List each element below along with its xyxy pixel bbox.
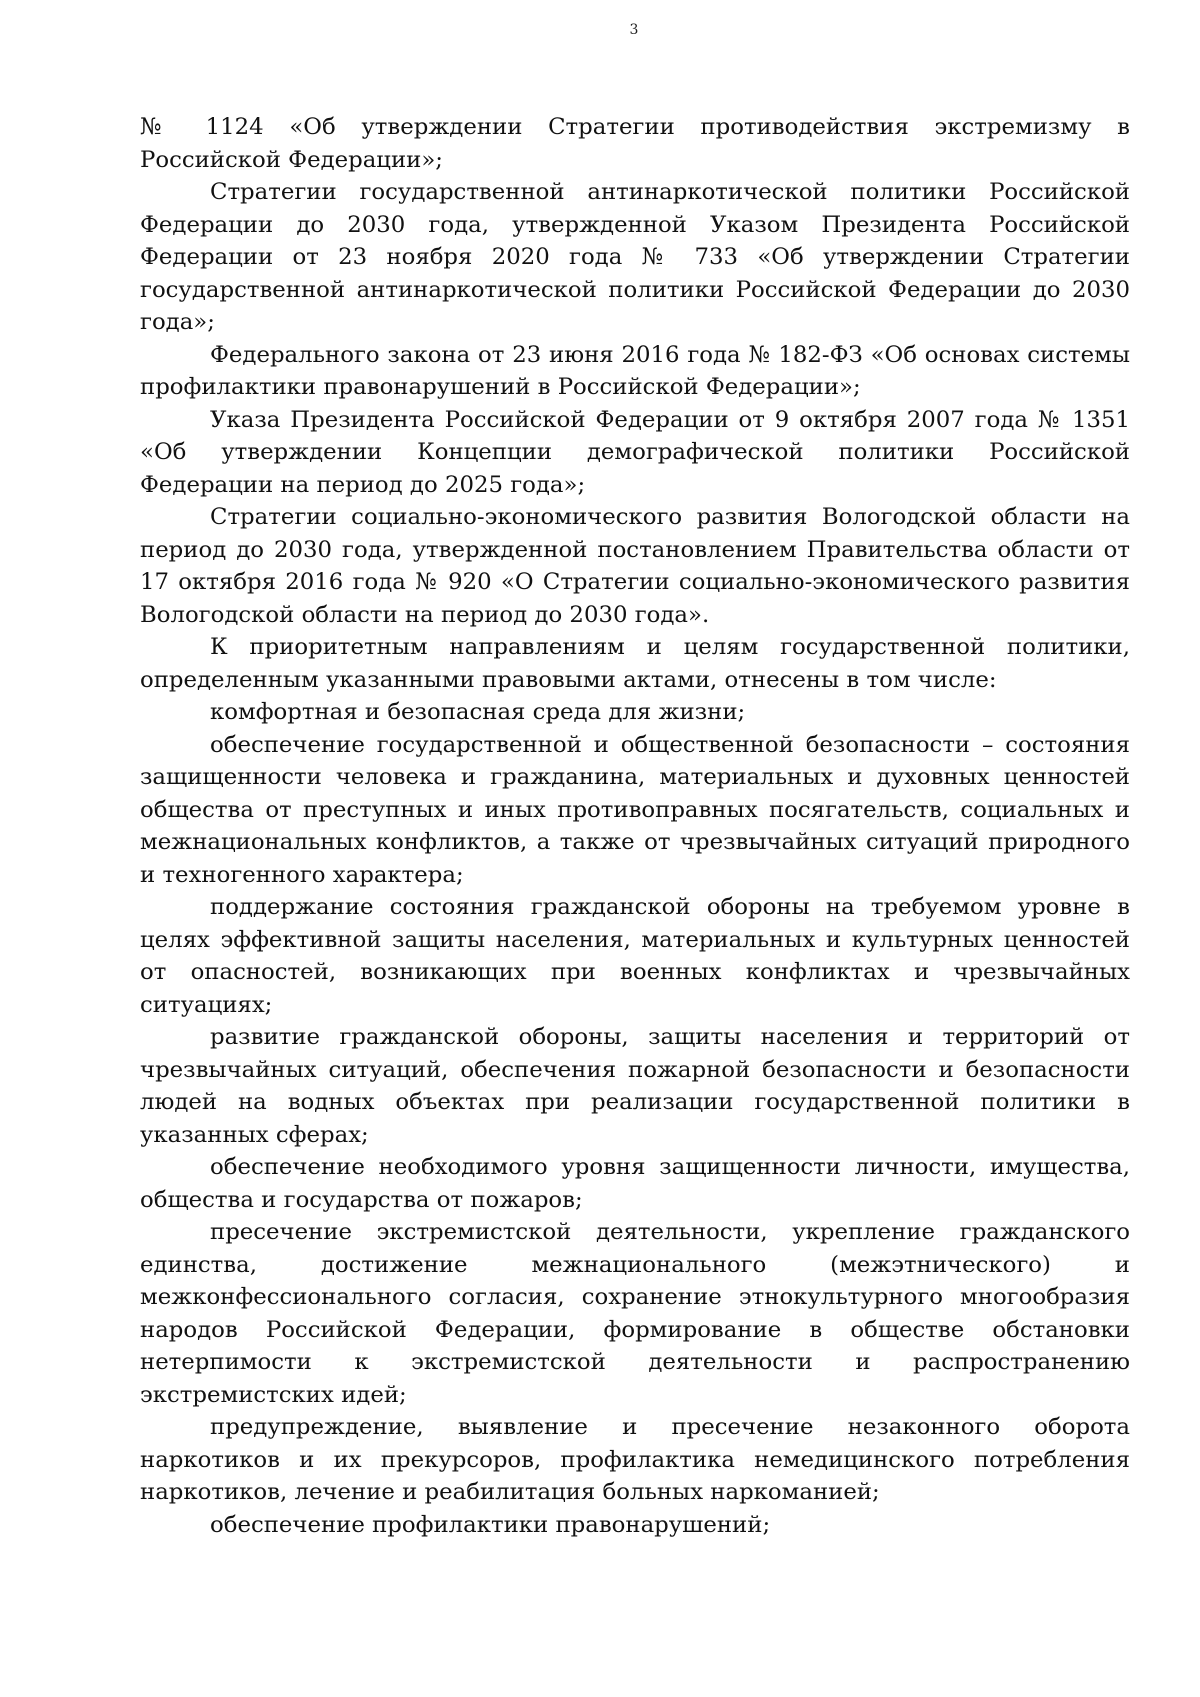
paragraph-5: Стратегии социально-экономического развития Вологодской области на период до 2030 года, утвержденной постановлением Правительства области от 17 октября 2016 года № 920 «О Стратегии социально-экономического развития Вологодской области на период до 2030 года». bbox=[140, 504, 1130, 628]
paragraph-13: предупреждение, выявление и пресечение незаконного оборота наркотиков и их прекурсоров, профилактика немедицинского потребления наркотиков, лечение и реабилитация больных наркоманией; bbox=[140, 1414, 1130, 1505]
paragraph-1: № 1124 «Об утверждении Стратегии противодействия экстремизму в Российской Федерации»; bbox=[140, 114, 1130, 173]
paragraph-11: обеспечение необходимого уровня защищенности личности, имущества, общества и государства от пожаров; bbox=[140, 1154, 1130, 1213]
paragraph-7: комфортная и безопасная среда для жизни; bbox=[210, 699, 746, 725]
document-body bbox=[140, 111, 1130, 1541]
paragraph-9: поддержание состояния гражданской обороны на требуемом уровне в целях эффективной защиты населения, материальных и культурных ценностей от опасностей, возникающих при военных конфликтах и чрезвычайных ситуациях; bbox=[140, 894, 1130, 1018]
paragraph-3: Федерального закона от 23 июня 2016 года № 182-ФЗ «Об основах системы профилактики правонарушений в Российской Федерации»; bbox=[140, 341, 1130, 400]
paragraph-6: К приоритетным направлениям и целям государственной политики, определенным указанными правовыми актами, отнесены в том числе: bbox=[140, 634, 1130, 693]
paragraph-8: обеспечение государственной и общественной безопасности – состояния защищенности человека и гражданина, материальных и духовных ценностей общества от преступных и иных противоправных посягательств, социальных и межнациональных конфликтов, а также от чрезвычайных ситуаций природного и техногенного характера; bbox=[140, 731, 1130, 888]
paragraph-14: обеспечение профилактики правонарушений; bbox=[210, 1511, 771, 1538]
paragraph-10: развитие гражданской обороны, защиты населения и территорий от чрезвычайных ситуаций, обеспечения пожарной безопасности и безопасности людей на водных объектах при реализации государственной политики в указанных сферах; bbox=[140, 1024, 1130, 1148]
paragraph-12: пресечение экстремистской деятельности, укрепление гражданского единства, достижение межнационального (межэтнического) и межконфессионального согласия, сохранение этнокультурного многообразия народов Российской Федерации, формирование в обществе обстановки нетерпимости к экстремистской деятельности и распространению экстремистских идей; bbox=[140, 1219, 1130, 1408]
paragraph-2: Стратегии государственной антинаркотической политики Российской Федерации до 2030 года, утвержденной Указом Президента Российской Федерации от 23 ноября 2020 года № 733 «Об утверждении Стратегии государственной антинаркотической политики Российской Федерации до 2030 года»; bbox=[140, 179, 1130, 335]
page-number: 3 bbox=[629, 22, 639, 38]
paragraph-4: Указа Президента Российской Федерации от 9 октября 2007 года № 1351 «Об утверждении Концепции демографической политики Российской Федерации на период до 2025 года»; bbox=[140, 406, 1130, 498]
